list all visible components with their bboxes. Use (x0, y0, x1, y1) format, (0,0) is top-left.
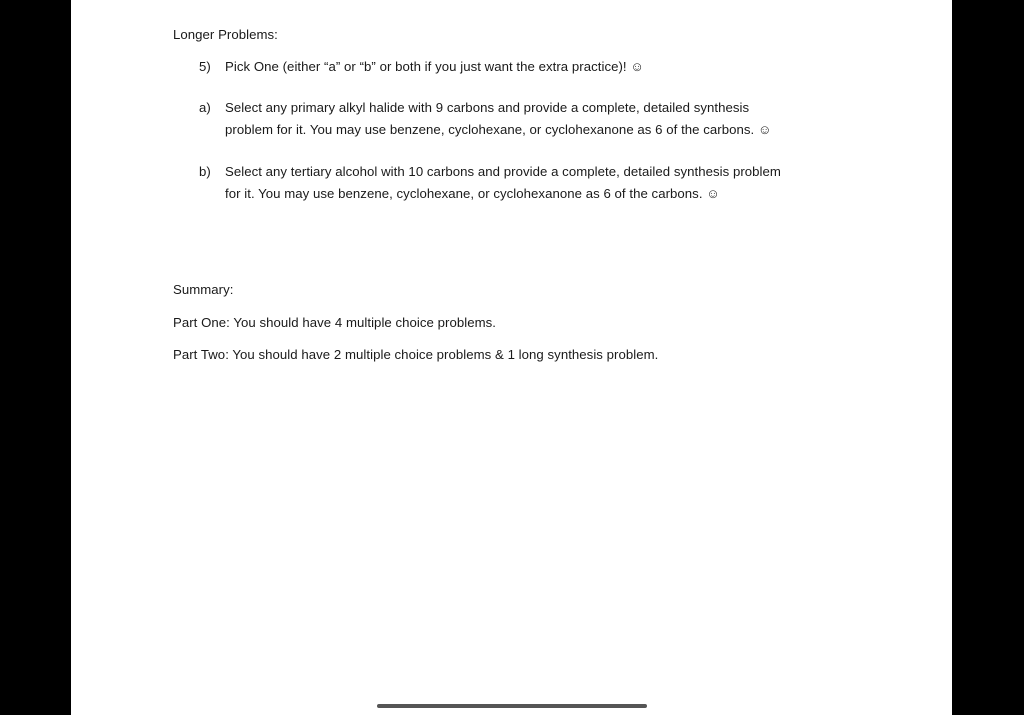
option-b-line-2: for it. You may use benzene, cyclohexane, or cyclohexanone as 6 of the carbons. ☺ (225, 186, 720, 201)
option-b-line-1: Select any tertiary alcohol with 10 carbons and provide a complete, detailed synthesis problem (225, 164, 781, 179)
option-b-letter: b) (199, 164, 211, 179)
option-a-text (225, 97, 771, 140)
summary-part-one: Part One: You should have 4 multiple choice problems. (173, 315, 497, 330)
question-number: 5) (199, 59, 211, 74)
document-page (71, 0, 952, 715)
home-indicator-bar[interactable] (377, 704, 647, 708)
option-a-line-1: Select any primary alkyl halide with 9 carbons and provide a complete, detailed synthesis (225, 100, 750, 115)
option-b-text (225, 161, 781, 204)
section-heading: Longer Problems: (173, 27, 278, 42)
option-a-letter: a) (199, 100, 211, 115)
question-prompt: Pick One (either “a” or “b” or both if you just want the extra practice)! ☺ (225, 59, 644, 74)
option-a-line-2: problem for it. You may use benzene, cyclohexane, or cyclohexanone as 6 of the carbons. ☺ (225, 122, 772, 137)
summary-part-two: Part Two: You should have 2 multiple choice problems & 1 long synthesis problem. (173, 347, 659, 362)
summary-heading: Summary: (173, 282, 234, 297)
